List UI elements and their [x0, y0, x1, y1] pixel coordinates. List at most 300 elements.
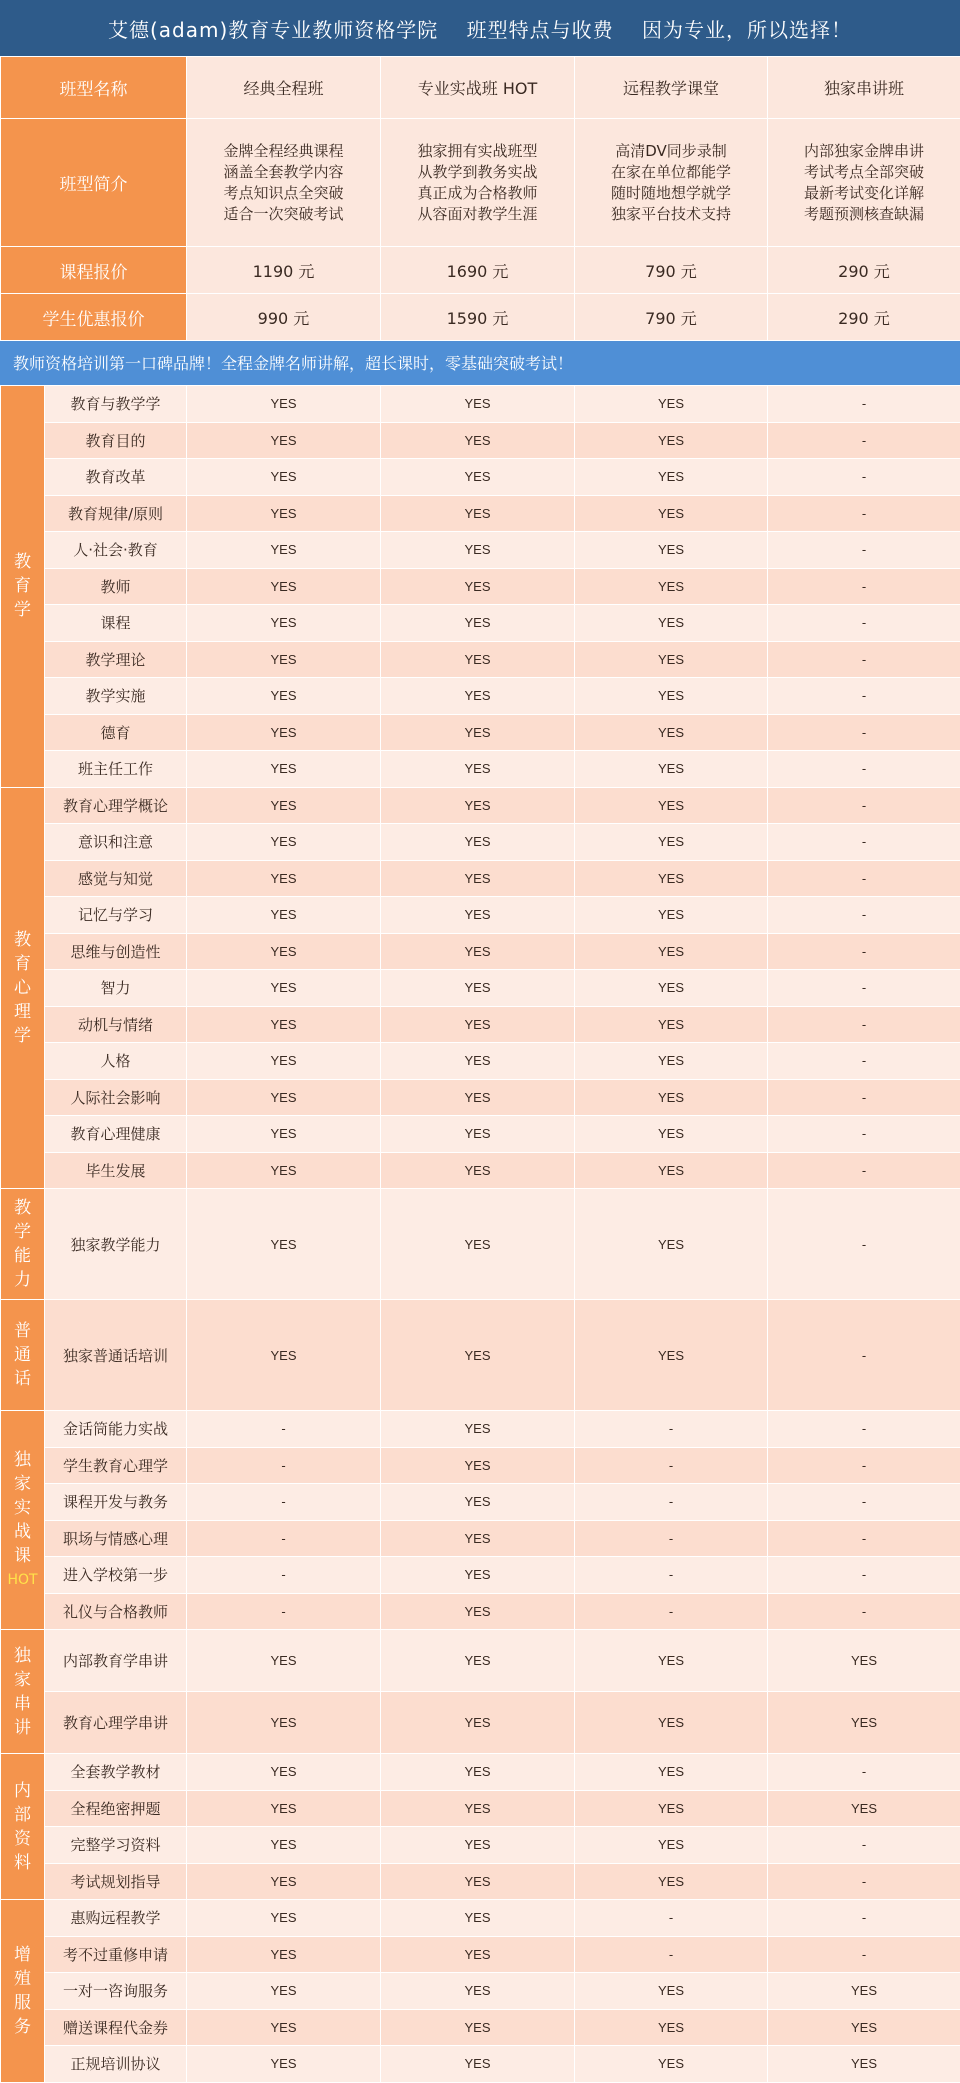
table-row: [1, 678, 960, 715]
feature-item: 一对一咨询服务: [45, 1973, 187, 2010]
availability-cell: YES: [187, 605, 381, 642]
availability-cell: YES: [381, 824, 575, 861]
table-row: [1, 1300, 960, 1411]
group-label-char: 通: [1, 1343, 44, 1367]
student-price-review: 290 元: [768, 294, 960, 341]
availability-cell: YES: [187, 787, 381, 824]
availability-cell: YES: [187, 1936, 381, 1973]
feature-item: 进入学校第一步: [45, 1557, 187, 1594]
group-label-char: 内: [1, 1779, 44, 1803]
group-label: [1, 787, 45, 1189]
page-title: 艾德(adam)教育专业教师资格学院 班型特点与收费 因为专业，所以选择！: [0, 0, 960, 56]
feature-item: 人格: [45, 1043, 187, 1080]
group-label-char: 心: [1, 976, 44, 1000]
group-label: [1, 1900, 45, 2083]
intro-line: 考试考点全部突破: [768, 162, 960, 183]
availability-cell: YES: [575, 787, 768, 824]
table-row: [1, 1520, 960, 1557]
intro-line: 从容面对教学生涯: [381, 204, 574, 225]
availability-cell: YES: [575, 1043, 768, 1080]
availability-cell: YES: [575, 1079, 768, 1116]
table-row: [1, 1447, 960, 1484]
availability-cell: YES: [575, 1790, 768, 1827]
group-label-char: 资: [1, 1827, 44, 1851]
availability-cell: YES: [187, 1692, 381, 1754]
availability-cell: -: [768, 1520, 960, 1557]
availability-cell: YES: [381, 1593, 575, 1630]
feature-item: 教育心理学概论: [45, 787, 187, 824]
class-comparison-table: [0, 56, 960, 385]
availability-cell: YES: [381, 1973, 575, 2010]
group-label-char: 学: [1, 598, 44, 622]
table-row: [1, 1557, 960, 1594]
table-row: [1, 824, 960, 861]
availability-cell: -: [575, 1411, 768, 1448]
intro-line: 考题预测核查缺漏: [768, 204, 960, 225]
table-row: [1, 1754, 960, 1791]
availability-cell: YES: [575, 860, 768, 897]
availability-cell: YES: [187, 641, 381, 678]
availability-cell: -: [768, 1754, 960, 1791]
table-row: [1, 1863, 960, 1900]
group-label-char: 独: [1, 1644, 44, 1668]
availability-cell: YES: [187, 568, 381, 605]
availability-cell: YES: [768, 1630, 960, 1692]
availability-cell: YES: [575, 1630, 768, 1692]
group-label-char: 学: [1, 1220, 44, 1244]
availability-cell: YES: [575, 1300, 768, 1411]
availability-cell: YES: [381, 1043, 575, 1080]
intro-line: 内部独家金牌串讲: [768, 141, 960, 162]
feature-item: 教育心理健康: [45, 1116, 187, 1153]
availability-cell: YES: [381, 787, 575, 824]
availability-cell: YES: [381, 2046, 575, 2083]
availability-cell: YES: [381, 532, 575, 569]
availability-cell: YES: [381, 459, 575, 496]
availability-cell: YES: [381, 1692, 575, 1754]
student-price-classic: 990 元: [187, 294, 381, 341]
availability-cell: YES: [187, 495, 381, 532]
table-row: [1, 1079, 960, 1116]
availability-cell: YES: [575, 714, 768, 751]
availability-cell: YES: [575, 970, 768, 1007]
availability-cell: YES: [381, 2009, 575, 2046]
group-label-char: 料: [1, 1851, 44, 1875]
availability-cell: YES: [768, 2009, 960, 2046]
feature-item: 教学理论: [45, 641, 187, 678]
availability-cell: -: [768, 970, 960, 1007]
availability-cell: YES: [575, 1827, 768, 1864]
availability-cell: YES: [187, 1754, 381, 1791]
feature-item: 记忆与学习: [45, 897, 187, 934]
availability-cell: YES: [187, 933, 381, 970]
price-review: 290 元: [768, 247, 960, 294]
feature-item: 人际社会影响: [45, 1079, 187, 1116]
availability-cell: -: [768, 714, 960, 751]
availability-cell: -: [187, 1411, 381, 1448]
feature-item: 意识和注意: [45, 824, 187, 861]
feature-item: 教育与教学学: [45, 386, 187, 423]
group-label-char: 殖: [1, 1967, 44, 1991]
intro-line: 独家拥有实战班型: [381, 141, 574, 162]
availability-cell: YES: [381, 1411, 575, 1448]
availability-cell: YES: [768, 1692, 960, 1754]
price-label: 课程报价: [1, 247, 187, 294]
availability-cell: -: [768, 1411, 960, 1448]
table-row: [1, 568, 960, 605]
table-row: [1, 1973, 960, 2010]
availability-cell: -: [768, 459, 960, 496]
availability-cell: -: [187, 1447, 381, 1484]
table-row: [1, 1692, 960, 1754]
group-label-char: 实: [1, 1496, 44, 1520]
availability-cell: -: [768, 1300, 960, 1411]
availability-cell: -: [187, 1557, 381, 1594]
group-label-char: 服: [1, 1991, 44, 2015]
availability-cell: -: [768, 751, 960, 788]
group-label-char: 育: [1, 574, 44, 598]
availability-cell: YES: [381, 1152, 575, 1189]
availability-cell: YES: [575, 2009, 768, 2046]
availability-cell: -: [768, 422, 960, 459]
group-label-char: 力: [1, 1268, 44, 1292]
availability-cell: YES: [575, 1692, 768, 1754]
group-label-char: 普: [1, 1319, 44, 1343]
group-label-char: 部: [1, 1803, 44, 1827]
availability-cell: YES: [381, 641, 575, 678]
availability-cell: YES: [381, 386, 575, 423]
table-row: [1, 1484, 960, 1521]
group-label-char: 能: [1, 1244, 44, 1268]
availability-cell: YES: [187, 1900, 381, 1937]
availability-cell: YES: [187, 1079, 381, 1116]
table-row: [1, 1006, 960, 1043]
intro-line: 考点知识点全突破: [187, 183, 380, 204]
availability-cell: -: [575, 1593, 768, 1630]
intro-line: 随时随地想学就学: [575, 183, 767, 204]
availability-cell: YES: [187, 970, 381, 1007]
availability-cell: YES: [381, 495, 575, 532]
group-label-char: 教: [1, 1196, 44, 1220]
intro-line: 适合一次突破考试: [187, 204, 380, 225]
availability-cell: -: [187, 1520, 381, 1557]
availability-cell: YES: [187, 1300, 381, 1411]
availability-cell: -: [575, 1936, 768, 1973]
class-name-practical: 专业实战班 HOT: [381, 57, 575, 119]
table-row: [1, 787, 960, 824]
table-row: [1, 1152, 960, 1189]
availability-cell: YES: [187, 1790, 381, 1827]
feature-matrix: [0, 385, 960, 2083]
table-row: [1, 1043, 960, 1080]
feature-item: 赠送课程代金券: [45, 2009, 187, 2046]
availability-cell: YES: [381, 1936, 575, 1973]
intro-line: 在家在单位都能学: [575, 162, 767, 183]
price-remote: 790 元: [575, 247, 768, 294]
availability-cell: YES: [575, 897, 768, 934]
availability-cell: YES: [187, 1116, 381, 1153]
availability-cell: YES: [381, 1447, 575, 1484]
group-label-char: 串: [1, 1692, 44, 1716]
availability-cell: YES: [187, 678, 381, 715]
feature-item: 教育改革: [45, 459, 187, 496]
availability-cell: YES: [575, 1152, 768, 1189]
table-row: [1, 860, 960, 897]
table-row: [1, 1900, 960, 1937]
group-label-char: 话: [1, 1367, 44, 1391]
feature-item: 教育规律/原则: [45, 495, 187, 532]
availability-cell: YES: [768, 1973, 960, 2010]
availability-cell: YES: [381, 860, 575, 897]
availability-cell: YES: [575, 933, 768, 970]
availability-cell: YES: [575, 568, 768, 605]
feature-item: 思维与创造性: [45, 933, 187, 970]
availability-cell: YES: [575, 1754, 768, 1791]
availability-cell: YES: [381, 1754, 575, 1791]
availability-cell: -: [768, 1484, 960, 1521]
feature-item: 动机与情绪: [45, 1006, 187, 1043]
intro-practical: [381, 119, 575, 247]
group-label-char: 课: [1, 1544, 44, 1568]
table-row: [1, 532, 960, 569]
availability-cell: -: [768, 897, 960, 934]
availability-cell: -: [768, 1189, 960, 1300]
table-row: [1, 2009, 960, 2046]
availability-cell: YES: [575, 1006, 768, 1043]
availability-cell: YES: [381, 1116, 575, 1153]
availability-cell: YES: [187, 386, 381, 423]
intro-line: 真正成为合格教师: [381, 183, 574, 204]
student-price-remote: 790 元: [575, 294, 768, 341]
intro-label: 班型简介: [1, 119, 187, 247]
availability-cell: YES: [575, 495, 768, 532]
feature-item: 课程开发与教务: [45, 1484, 187, 1521]
availability-cell: YES: [575, 678, 768, 715]
feature-item: 全套教学教材: [45, 1754, 187, 1791]
table-row: [1, 1630, 960, 1692]
availability-cell: YES: [381, 970, 575, 1007]
group-label: [1, 1189, 45, 1300]
feature-item: 完整学习资料: [45, 1827, 187, 1864]
availability-cell: -: [768, 787, 960, 824]
student-price-practical: 1590 元: [381, 294, 575, 341]
availability-cell: YES: [381, 1863, 575, 1900]
availability-cell: -: [768, 860, 960, 897]
feature-item: 独家普通话培训: [45, 1300, 187, 1411]
availability-cell: YES: [381, 933, 575, 970]
availability-cell: YES: [575, 1189, 768, 1300]
availability-cell: YES: [381, 1189, 575, 1300]
availability-cell: YES: [187, 2009, 381, 2046]
student-price-label: 学生优惠报价: [1, 294, 187, 341]
availability-cell: YES: [187, 751, 381, 788]
table-row: [1, 2046, 960, 2083]
availability-cell: -: [768, 1827, 960, 1864]
availability-cell: YES: [381, 568, 575, 605]
availability-cell: -: [187, 1593, 381, 1630]
feature-item: 教学实施: [45, 678, 187, 715]
table-row: [1, 1189, 960, 1300]
table-row: [1, 422, 960, 459]
table-row: [1, 1593, 960, 1630]
table-row: [1, 1116, 960, 1153]
group-label-char: 育: [1, 952, 44, 976]
feature-item: 内部教育学串讲: [45, 1630, 187, 1692]
feature-item: 惠购远程教学: [45, 1900, 187, 1937]
feature-item: 礼仪与合格教师: [45, 1593, 187, 1630]
availability-cell: -: [768, 532, 960, 569]
availability-cell: YES: [381, 1630, 575, 1692]
availability-cell: -: [768, 1079, 960, 1116]
availability-cell: YES: [187, 860, 381, 897]
availability-cell: YES: [187, 1043, 381, 1080]
availability-cell: YES: [575, 422, 768, 459]
intro-classic: [187, 119, 381, 247]
availability-cell: -: [768, 1936, 960, 1973]
availability-cell: YES: [187, 1630, 381, 1692]
availability-cell: -: [768, 641, 960, 678]
availability-cell: -: [768, 1557, 960, 1594]
group-label-char: 独: [1, 1448, 44, 1472]
availability-cell: YES: [381, 1557, 575, 1594]
table-row: [1, 1411, 960, 1448]
availability-cell: YES: [187, 1827, 381, 1864]
availability-cell: -: [575, 1484, 768, 1521]
group-label-char: 增: [1, 1943, 44, 1967]
availability-cell: YES: [187, 1152, 381, 1189]
group-label: [1, 386, 45, 788]
availability-cell: -: [768, 386, 960, 423]
availability-cell: YES: [381, 1484, 575, 1521]
availability-cell: YES: [575, 824, 768, 861]
availability-cell: YES: [381, 897, 575, 934]
intro-review: [768, 119, 960, 247]
class-name-classic: 经典全程班: [187, 57, 381, 119]
availability-cell: YES: [381, 1006, 575, 1043]
intro-line: 涵盖全套教学内容: [187, 162, 380, 183]
table-row: [1, 641, 960, 678]
intro-line: 最新考试变化详解: [768, 183, 960, 204]
group-label-char: 教: [1, 550, 44, 574]
table-row: [1, 897, 960, 934]
availability-cell: YES: [381, 751, 575, 788]
availability-cell: -: [768, 1006, 960, 1043]
hot-badge: HOT: [1, 1568, 44, 1592]
availability-cell: -: [768, 1043, 960, 1080]
availability-cell: YES: [187, 1863, 381, 1900]
availability-cell: -: [575, 1557, 768, 1594]
availability-cell: YES: [187, 897, 381, 934]
group-label-char: 家: [1, 1668, 44, 1692]
table-row: [1, 605, 960, 642]
group-label-char: 家: [1, 1472, 44, 1496]
availability-cell: YES: [575, 751, 768, 788]
group-label: [1, 1630, 45, 1754]
feature-item: 教育目的: [45, 422, 187, 459]
availability-cell: -: [768, 1900, 960, 1937]
feature-item: 教育心理学串讲: [45, 1692, 187, 1754]
availability-cell: -: [768, 1447, 960, 1484]
availability-cell: YES: [187, 824, 381, 861]
availability-cell: YES: [575, 1116, 768, 1153]
class-name-remote: 远程教学课堂: [575, 57, 768, 119]
intro-remote: [575, 119, 768, 247]
availability-cell: YES: [187, 459, 381, 496]
availability-cell: YES: [575, 532, 768, 569]
table-row: [1, 714, 960, 751]
availability-cell: YES: [768, 1790, 960, 1827]
availability-cell: YES: [187, 1189, 381, 1300]
table-row: [1, 1790, 960, 1827]
availability-cell: -: [768, 1116, 960, 1153]
class-name-review: 独家串讲班: [768, 57, 960, 119]
availability-cell: YES: [575, 2046, 768, 2083]
availability-cell: -: [768, 1593, 960, 1630]
feature-item: 教师: [45, 568, 187, 605]
availability-cell: YES: [575, 459, 768, 496]
feature-item: 毕生发展: [45, 1152, 187, 1189]
group-label-char: 学: [1, 1024, 44, 1048]
availability-cell: -: [575, 1447, 768, 1484]
intro-line: 独家平台技术支持: [575, 204, 767, 225]
feature-item: 职场与情感心理: [45, 1520, 187, 1557]
availability-cell: YES: [575, 605, 768, 642]
availability-cell: YES: [187, 1973, 381, 2010]
availability-cell: -: [768, 568, 960, 605]
availability-cell: YES: [575, 386, 768, 423]
feature-item: 考不过重修申请: [45, 1936, 187, 1973]
feature-item: 课程: [45, 605, 187, 642]
availability-cell: YES: [575, 1863, 768, 1900]
table-row: [1, 459, 960, 496]
table-row: [1, 386, 960, 423]
group-label-char: 战: [1, 1520, 44, 1544]
group-label-char: 务: [1, 2015, 44, 2039]
availability-cell: YES: [381, 1827, 575, 1864]
availability-cell: -: [768, 605, 960, 642]
availability-cell: YES: [381, 678, 575, 715]
price-practical: 1690 元: [381, 247, 575, 294]
feature-item: 人·社会·教育: [45, 532, 187, 569]
feature-item: 正规培训协议: [45, 2046, 187, 2083]
availability-cell: YES: [381, 422, 575, 459]
group-label: [1, 1300, 45, 1411]
availability-cell: YES: [768, 2046, 960, 2083]
intro-line: 从教学到教务实战: [381, 162, 574, 183]
feature-item: 金话筒能力实战: [45, 1411, 187, 1448]
availability-cell: YES: [187, 714, 381, 751]
feature-item: 全程绝密押题: [45, 1790, 187, 1827]
availability-cell: YES: [187, 532, 381, 569]
availability-cell: YES: [381, 1520, 575, 1557]
table-row: [1, 933, 960, 970]
table-row: [1, 1936, 960, 1973]
availability-cell: YES: [381, 1300, 575, 1411]
availability-cell: -: [768, 678, 960, 715]
availability-cell: -: [768, 1863, 960, 1900]
table-row: [1, 1827, 960, 1864]
feature-item: 感觉与知觉: [45, 860, 187, 897]
availability-cell: YES: [381, 1790, 575, 1827]
availability-cell: YES: [381, 714, 575, 751]
feature-item: 学生教育心理学: [45, 1447, 187, 1484]
intro-line: 高清DV同步录制: [575, 141, 767, 162]
group-label-char: 讲: [1, 1716, 44, 1740]
group-label: [1, 1411, 45, 1630]
availability-cell: -: [575, 1900, 768, 1937]
availability-cell: -: [187, 1484, 381, 1521]
availability-cell: -: [768, 1152, 960, 1189]
